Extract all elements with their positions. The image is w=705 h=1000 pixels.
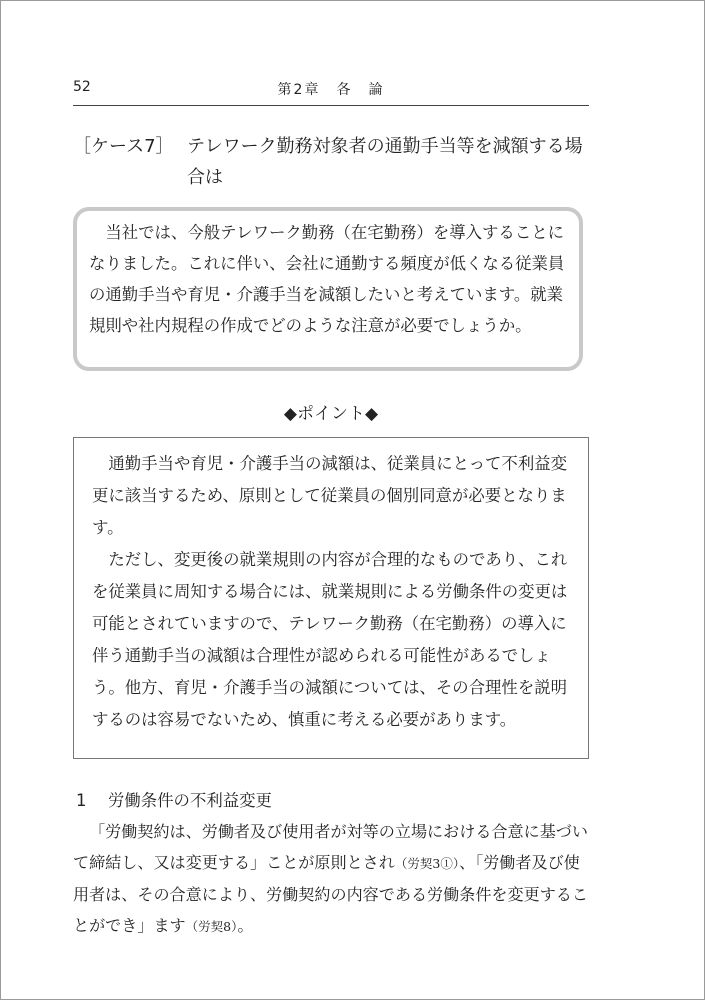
chapter-title: 第2章 各 論 <box>277 82 385 98</box>
case-heading: テレワーク勤務対象者の通勤手当等を減額する場合は <box>187 136 583 188</box>
law-reference: （労契3①） <box>394 856 460 871</box>
section-number: 1 <box>76 791 87 810</box>
point-paragraph: 通勤手当や育児・介護手当の減額は、従業員にとって不利益変更に該当するため、原則として従業員の個別同意が必要となります。 <box>92 454 567 537</box>
section-heading <box>76 787 586 811</box>
page-header <box>73 79 589 106</box>
body-paragraph <box>73 816 593 942</box>
question-text: 当社では、今般テレワーク勤務（在宅勤務）を導入することになりました。これに伴い、会社に通勤する頻度が低くなる従業員の通勤手当や育児・介護手当を減額したいと考えています。就業規則や社内規程の作成でどのような注意が必要でしょうか。 <box>89 223 565 335</box>
body-segment: る」ことが原則とされ <box>233 853 395 872</box>
body-segment: 、「労働者及び使用者は、その合意により、労働契約の内容である労働条件を変更することができ」ます <box>73 853 588 935</box>
body-segment: 。 <box>237 916 254 935</box>
page-number: 52 <box>73 79 91 95</box>
section-title: 労働条件の不利益変更 <box>108 791 272 810</box>
body-text <box>73 816 593 942</box>
point-heading: ◆ポイント◆ <box>283 404 379 424</box>
body-segment: 「労働契約は、労働者及び使用者が対等の立場における合意に基づいて締結し、又は変更す <box>73 822 588 872</box>
case-label: ［ケース7］ <box>73 136 174 157</box>
point-box <box>73 437 589 759</box>
point-paragraph: ただし、変更後の就業規則の内容が合理的なものであり、これを従業員に周知する場合には、就業規則による労働条件の変更は可能とされていますので、テレワーク勤務（在宅勤務）の導入に伴う通勤手当の減額は合理性が認められる可能性があるでしょう。他方、育児・介護手当の減額については、その合理性を説明するのは容易でないため、慎重に考える必要があります。 <box>92 550 568 729</box>
question-box <box>73 207 583 371</box>
law-reference: （労契8） <box>185 919 238 934</box>
